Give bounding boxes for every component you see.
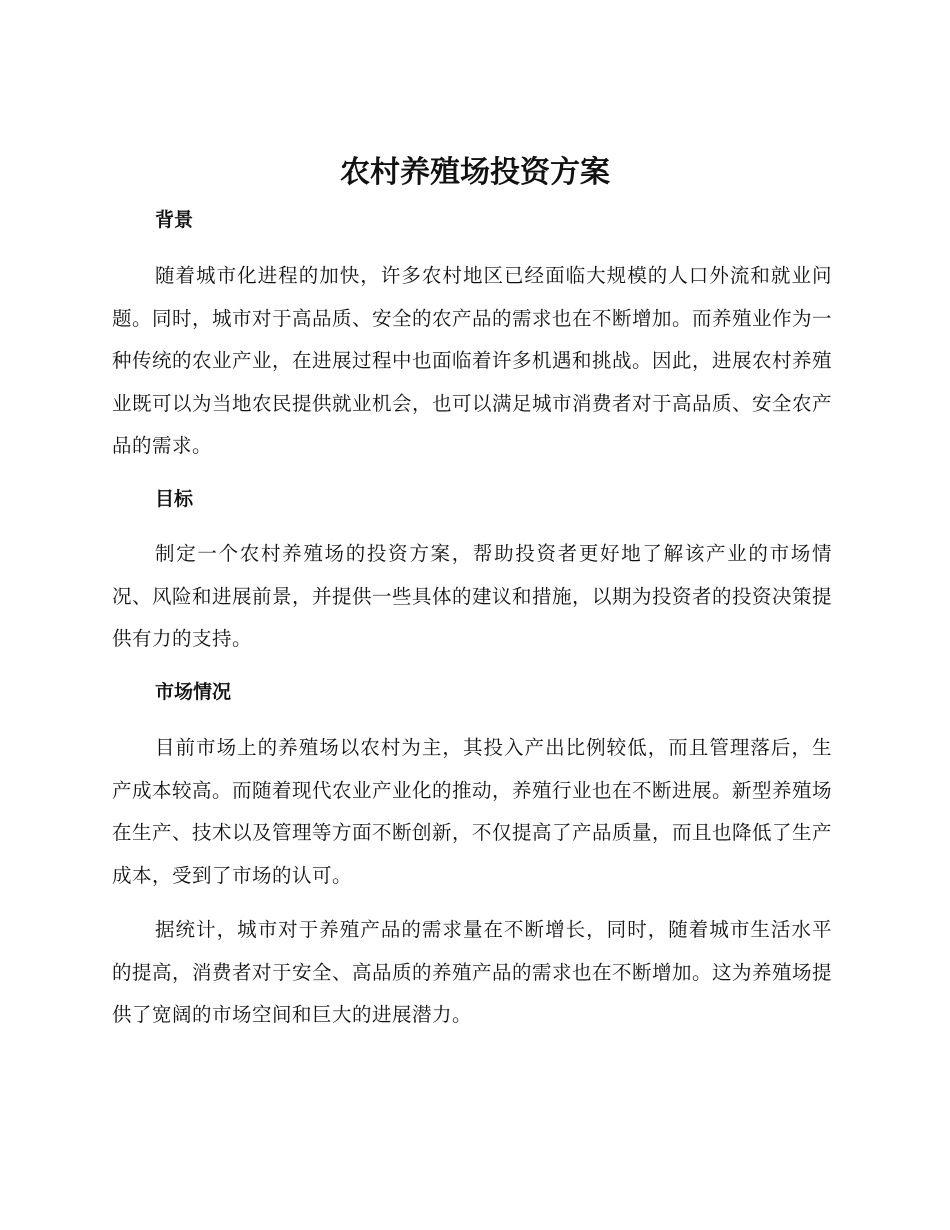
document-title: 农村养殖场投资方案 (340, 155, 610, 190)
paragraph-market-2: 据统计，城市对于养殖产品的需求量在不断增长，同时，随着城市生活水平的提高，消费者对于安全、高品质的养殖产品的需求也在不断增加。这为养殖场提供了宽阔的市场空间和巨大的进展潜力。 (112, 918, 833, 1026)
section-heading-background: 背景 (155, 209, 194, 231)
paragraph-background: 随着城市化进程的加快，许多农村地区已经面临大规模的人口外流和就业问题。同时，城市对于高品质、安全的农产品的需求也在不断增加。而养殖业作为一种传统的农业产业，在进展过程中也面临着许多机遇和挑战。因此，进展农村养殖业既可以为当地农民提供就业机会，也可以满足城市消费者对于高品质、安全农产品的需求。 (112, 264, 833, 457)
paragraph-goal: 制定一个农村养殖场的投资方案，帮助投资者更好地了解该产业的市场情况、风险和进展前景，并提供一些具体的建议和措施，以期为投资者的投资决策提供有力的支持。 (112, 542, 833, 650)
paragraph-market-1: 目前市场上的养殖场以农村为主，其投入产出比例较低，而且管理落后，生产成本较高。而随着现代农业产业化的推动，养殖行业也在不断进展。新型养殖场在生产、技术以及管理等方面不断创新，不仅提高了产品质量，而且也降低了生产成本，受到了市场的认可。 (112, 736, 833, 887)
section-heading-market: 市场情况 (155, 681, 232, 703)
section-heading-goal: 目标 (155, 488, 194, 510)
